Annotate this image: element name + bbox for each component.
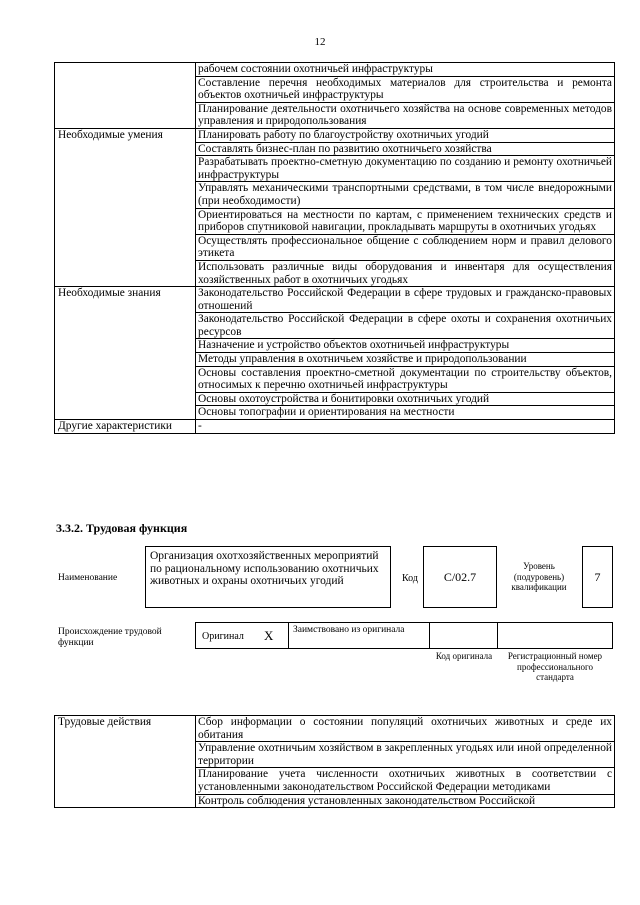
- table-row: [55, 716, 615, 742]
- labor-actions-table: [54, 715, 615, 808]
- row-text: Основы топографии и ориентирования на местности: [196, 406, 615, 420]
- table-row: [55, 63, 615, 77]
- category-cell-other: Другие характеристики: [55, 420, 196, 434]
- row-text: Основы охотоустройства и бонитировки охотничьих угодий: [196, 392, 615, 406]
- row-text: Составление перечня необходимых материалов для строительства и ремонта объектов охотничьей инфраструктуры: [196, 76, 615, 102]
- code-value: С/02.7: [443, 570, 477, 584]
- level-value-box: [582, 546, 613, 608]
- row-text: Составлять бизнес-план по развитию охотничьего хозяйства: [196, 142, 615, 156]
- row-text: Основы составления проектно-сметной документации по строительству объектов, относимых к перечню охотничьей инфраструктуры: [196, 366, 615, 392]
- table-row: [55, 287, 615, 313]
- row-text: Контроль соблюдения установленных законодательством Российской: [196, 794, 615, 808]
- code-caption: Код оригинала: [435, 651, 493, 661]
- row-text: Ориентироваться на местности по картам, с применением технических средств и приборов спутниковой навигации, прокладывать маршруты в охотничьих угодьях: [196, 208, 615, 234]
- row-text: Методы управления в охотничьем хозяйстве и природопользовании: [196, 353, 615, 367]
- row-text: Управлять механическими транспортными средствами, в том числе внедорожными (при необходимости): [196, 182, 615, 208]
- code-label: Код: [402, 573, 418, 584]
- name-value: Организация охотхозяйственных мероприятий по рациональному использованию охотничьих животных и охраны охотничьих угодий: [150, 550, 379, 587]
- row-text: Назначение и устройство объектов охотничьей инфраструктуры: [196, 339, 615, 353]
- category-cell: [55, 63, 196, 129]
- code-value-box: [423, 546, 497, 608]
- category-cell-skills: Необходимые умения: [55, 128, 196, 286]
- level-value: 7: [594, 570, 601, 584]
- row-text: Разрабатывать проектно-сметную документацию по созданию и ремонту охотничьей инфраструктуры: [196, 156, 615, 182]
- table-row: [55, 420, 615, 434]
- row-text: Законодательство Российской Федерации в сфере охоты и сохранения охотничьих ресурсов: [196, 313, 615, 339]
- row-text: рабочем состоянии охотничьей инфраструктуры: [196, 63, 615, 77]
- row-text: Управление охотничьим хозяйством в закрепленных угодьях или иной определенной территории: [196, 742, 615, 768]
- row-text: Планировать работу по благоустройству охотничьих угодий: [196, 128, 615, 142]
- category-cell-knowledge: Необходимые знания: [55, 287, 196, 420]
- row-text: -: [196, 420, 615, 434]
- row-text: Планирование учета численности охотничьих животных в соответствии с установленными законодательством Российской Федерации методиками: [196, 768, 615, 794]
- name-value-box: [145, 546, 391, 608]
- row-text: Осуществлять профессиональное общение с соблюдением норм и правил делового этикета: [196, 234, 615, 260]
- page-number: 12: [314, 36, 326, 48]
- borrowed-label: Заимствовано из оригинала: [293, 625, 405, 635]
- original-cell: [195, 622, 289, 649]
- origin-label: Происхождение трудовой функции: [58, 627, 162, 648]
- original-label: Оригинал: [202, 631, 244, 642]
- original-mark: X: [264, 628, 274, 643]
- code-origin-cell: [429, 622, 498, 649]
- origin-row: [195, 622, 613, 649]
- row-text: Планирование деятельности охотничьего хозяйства на основе современных методов управления и природопользования: [196, 102, 615, 128]
- section-heading: 3.3.2. Трудовая функция: [56, 521, 188, 535]
- competencies-table: [54, 62, 615, 434]
- category-cell-actions: Трудовые действия: [55, 716, 196, 808]
- level-label: Уровень (подуровень) квалификации: [511, 561, 567, 592]
- reg-caption: Регистрационный номер профессионального стандарта: [507, 651, 603, 682]
- row-text: Сбор информации о состоянии популяций охотничьих животных и среде их обитания: [196, 716, 615, 742]
- reg-number-cell: [497, 622, 613, 649]
- table-row: [55, 128, 615, 142]
- name-label: Наименование: [58, 573, 118, 583]
- borrowed-cell: [288, 622, 430, 649]
- row-text: Использовать различные виды оборудования и инвентаря для осуществления хозяйственных работ в охотничьих угодьях: [196, 260, 615, 286]
- row-text: Законодательство Российской Федерации в сфере трудовых и гражданско-правовых отношений: [196, 287, 615, 313]
